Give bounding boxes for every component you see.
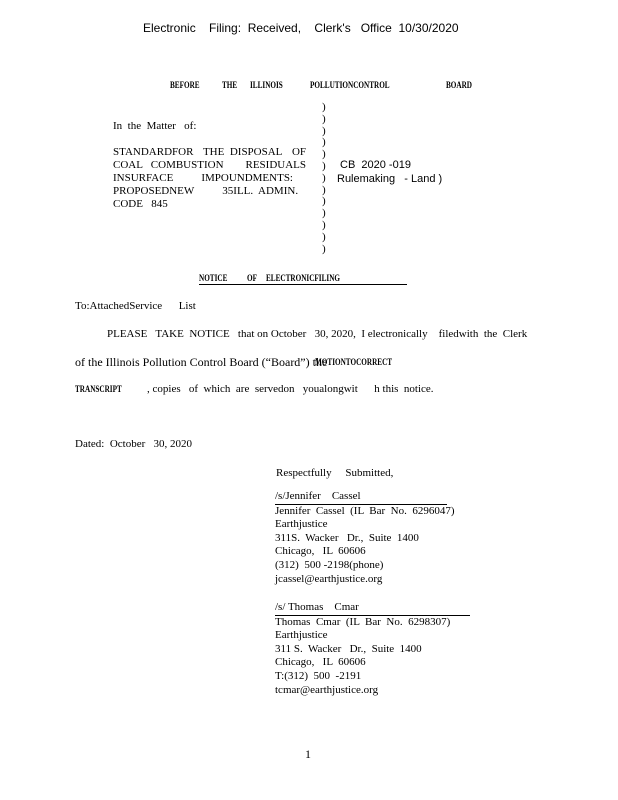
dated-line: Dated: October 30, 2020 xyxy=(75,438,192,450)
signer-street: 311 S. Wacker Dr., Suite 1400 xyxy=(275,642,422,655)
signature-line: /s/ Thomas Cmar xyxy=(275,601,470,616)
signer-email[interactable]: tcmar@earthjustice.org xyxy=(275,683,379,696)
caption-word: THE DISPOSAL xyxy=(202,146,283,158)
caption-word: RESIDUALS xyxy=(245,159,306,171)
caption-line xyxy=(113,159,306,172)
signer-org: Earthjustice xyxy=(275,518,328,531)
caption-parentheses: ) ) ) ) ) ) ) ) ) ) ) ) ) xyxy=(322,101,326,255)
signer-email[interactable]: jcassel@earthjustice.org xyxy=(275,572,383,585)
caption-word: STANDARDFOR xyxy=(113,146,194,158)
heading-pcb: POLLUTIONCONTROL xyxy=(310,80,390,90)
notice-heading-filing: ELECTRONICFILING xyxy=(266,273,341,283)
notice-body-line2: of the Illinois Pollution Control Board (“Board”) the xyxy=(75,355,328,369)
heading-the: THE xyxy=(222,80,238,90)
signer-street: 311S. Wacker Dr., Suite 1400 xyxy=(275,531,419,544)
filing-stamp: Electronic Filing: Received, Clerk's Office 10/30/2020 xyxy=(143,21,459,35)
signer-name-bar: Jennifer Cassel (IL Bar No. 6296047) xyxy=(275,504,455,517)
caption-word: OF xyxy=(291,146,306,158)
respectfully-submitted: Respectfully Submitted, xyxy=(276,467,394,479)
heading-board: BOARD xyxy=(446,80,473,90)
signer-phone: T:(312) 500 -2191 xyxy=(275,669,362,682)
rulemaking-type: Rulemaking - Land ) xyxy=(337,173,443,185)
caption-word: 35ILL. ADMIN. xyxy=(222,185,299,197)
caption-word: INSURFACE xyxy=(113,172,174,184)
signer-city: Chicago, IL 60606 xyxy=(275,656,366,669)
caption-line xyxy=(113,185,306,198)
heading-before: BEFORE xyxy=(170,80,200,90)
caption-line xyxy=(113,172,306,185)
notice-heading-notice: NOTICE xyxy=(199,273,228,283)
page-number: 1 xyxy=(305,747,311,761)
transcript-title: TRANSCRIPT xyxy=(75,384,122,394)
caption-word: COAL COMBUSTION xyxy=(113,159,224,171)
signature-block-cmar xyxy=(275,601,470,697)
signature-block-cassel xyxy=(275,490,455,586)
notice-body-line3: , copies of which are servedon youalongwit h this notice. xyxy=(147,383,434,395)
signature-line: /s/Jennifer Cassel xyxy=(275,490,447,505)
caption-word: CODE 845 xyxy=(113,198,168,210)
caption-word: PROPOSEDNEW xyxy=(113,185,195,197)
case-caption xyxy=(113,146,306,211)
signer-city: Chicago, IL 60606 xyxy=(275,545,366,558)
notice-body-line1: PLEASE TAKE NOTICE that on October 30, 2020, I electronically filedwith the Clerk xyxy=(107,328,528,340)
caption-line xyxy=(113,146,306,159)
case-number: CB 2020 -019 xyxy=(340,159,411,171)
caption-word: IMPOUNDMENTS: xyxy=(201,172,293,184)
notice-heading-of: OF xyxy=(247,273,257,283)
to-line: To:AttachedService List xyxy=(75,300,196,312)
signer-name-bar: Thomas Cmar (IL Bar No. 6298307) xyxy=(275,615,451,628)
signer-phone: (312) 500 -2198(phone) xyxy=(275,558,384,571)
motion-title: MOTIONTOCORRECT xyxy=(315,357,393,367)
heading-illinois: ILLINOIS xyxy=(250,80,283,90)
caption-line xyxy=(113,198,306,211)
signer-org: Earthjustice xyxy=(275,629,328,642)
in-the-matter: In the Matter of: xyxy=(113,120,197,132)
